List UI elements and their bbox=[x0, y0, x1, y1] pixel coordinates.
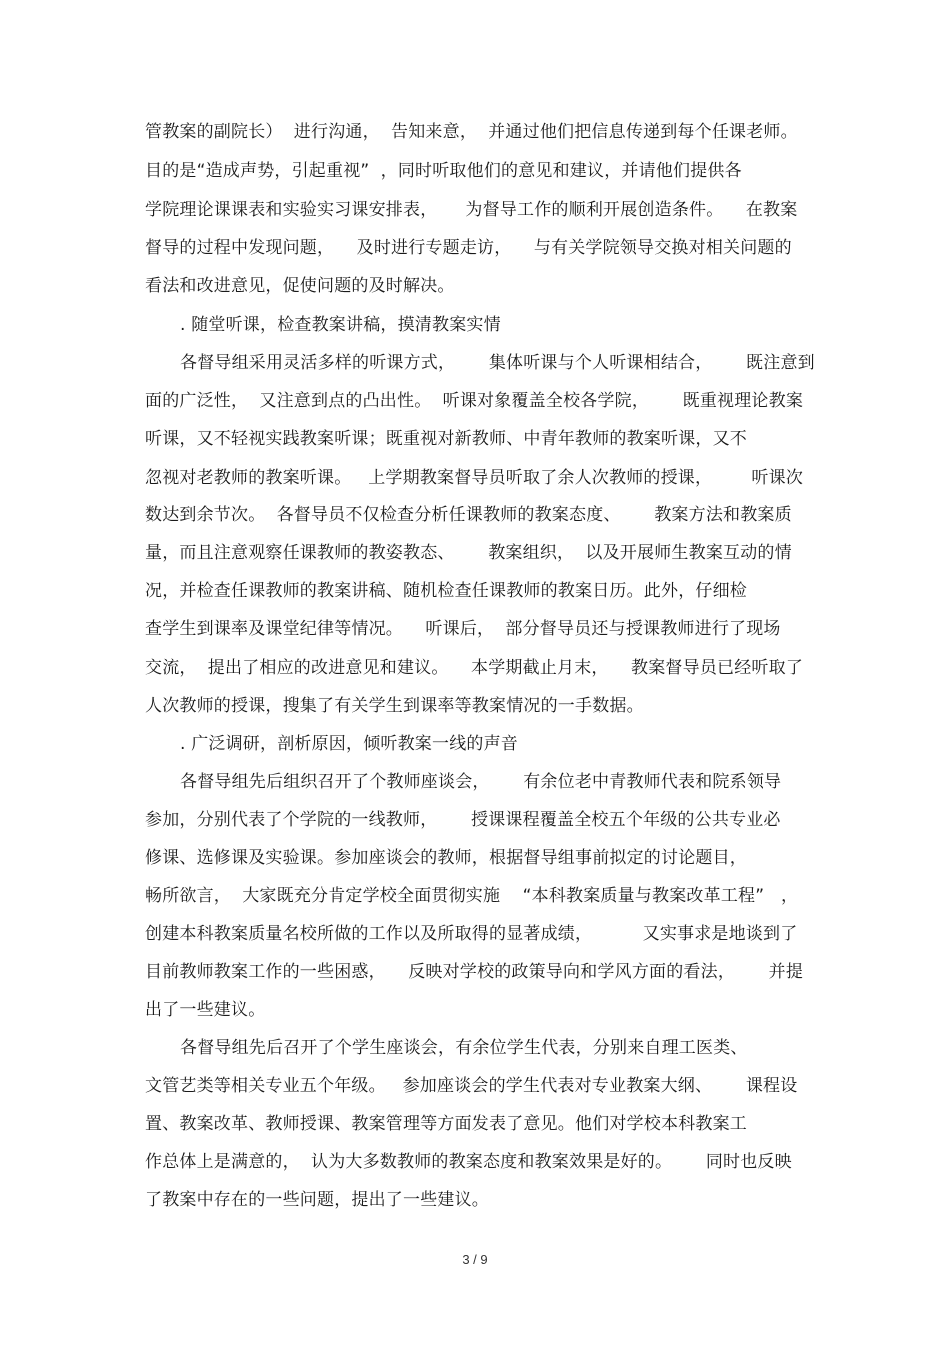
body-text-line: 目前教师教案工作的一些困惑， 反映对学校的政策导向和学风方面的看法， 并提 bbox=[145, 962, 804, 982]
body-text-line: 听课，又不轻视实践教案听课；既重视对新教师、中青年教师的教案听课，又不 bbox=[145, 429, 747, 449]
body-text-line: 看法和改进意见，促使问题的及时解决。 bbox=[145, 276, 455, 296]
body-text-line: 学院理论课课表和实验实习课安排表， 为督导工作的顺利开展创造条件。 在教案 bbox=[145, 200, 798, 220]
body-text-line: 各督导组先后组织召开了个教师座谈会， 有余位老中青教师代表和院系领导 bbox=[180, 772, 782, 792]
body-text-line: 人次教师的授课，搜集了有关学生到课率等教案情况的一手数据。 bbox=[145, 696, 644, 716]
body-text-line: 了教案中存在的一些问题，提出了一些建议。 bbox=[145, 1190, 489, 1210]
body-text-line: 修课、选修课及实验课。参加座谈会的教师，根据督导组事前拟定的讨论题目， bbox=[145, 848, 747, 868]
body-text-line: 管教案的副院长） 进行沟通， 告知来意， 并通过他们把信息传递到每个任课老师。 bbox=[145, 122, 798, 142]
body-text-line: 创建本科教案质量名校所做的工作以及所取得的显著成绩， 又实事求是地谈到了 bbox=[145, 924, 798, 944]
body-text-line: 查学生到课率及课堂纪律等情况。 听课后， 部分督导员还与授课教师进行了现场 bbox=[145, 619, 781, 639]
body-text-line: 数达到余节次。 各督导员不仅检查分析任课教师的教案态度、 教案方法和教案质 bbox=[145, 505, 792, 525]
body-text-line: 各督导组采用灵活多样的听课方式， 集体听课与个人听课相结合， 既注意到 bbox=[180, 353, 815, 373]
body-text-line: 目的是“造成声势，引起重视” ，同时听取他们的意见和建议，并请他们提供各 bbox=[145, 161, 742, 181]
body-text-line: 督导的过程中发现问题， 及时进行专题走访， 与有关学院领导交换对相关问题的 bbox=[145, 238, 792, 258]
body-text-line: 忽视对老教师的教案听课。 上学期教案督导员听取了余人次教师的授课， 听课次 bbox=[145, 468, 804, 488]
body-text-line: 文管艺类等相关专业五个年级。 参加座谈会的学生代表对专业教案大纲、 课程设 bbox=[145, 1076, 798, 1096]
body-text-line: 出了一些建议。 bbox=[145, 1000, 266, 1020]
body-text-line: 面的广泛性， 又注意到点的凸出性。 听课对象覆盖全校各学院， 既重视理论教案 bbox=[145, 391, 804, 411]
body-text-line: 畅所欲言， 大家既充分肯定学校全面贯彻实施 “本科教案质量与教案改革工程” ， bbox=[145, 886, 799, 906]
body-text-line: 作总体上是满意的， 认为大多数教师的教案态度和教案效果是好的。 同时也反映 bbox=[145, 1152, 792, 1172]
page-number: 3 / 9 bbox=[462, 1252, 488, 1267]
body-text-line: 参加，分别代表了个学院的一线教师， 授课课程覆盖全校五个年级的公共专业必 bbox=[145, 810, 781, 830]
section-heading: . 随堂听课，检查教案讲稿，摸清教案实情 bbox=[180, 315, 501, 335]
body-text-line: 量，而且注意观察任课教师的教姿教态、 教案组织， 以及开展师生教案互动的情 bbox=[145, 543, 792, 563]
body-text-line: 置、教案改革、教师授课、教案管理等方面发表了意见。他们对学校本科教案工 bbox=[145, 1114, 747, 1134]
body-text-line: 交流， 提出了相应的改进意见和建议。 本学期截止月末， 教案督导员已经听取了 bbox=[145, 658, 804, 678]
section-heading: . 广泛调研，剖析原因，倾听教案一线的声音 bbox=[180, 734, 519, 754]
body-text-line: 各督导组先后召开了个学生座谈会，有余位学生代表，分别来自理工医类、 bbox=[180, 1038, 748, 1058]
body-text-line: 况，并检查任课教师的教案讲稿、随机检查任课教师的教案日历。此外，仔细检 bbox=[145, 581, 747, 601]
